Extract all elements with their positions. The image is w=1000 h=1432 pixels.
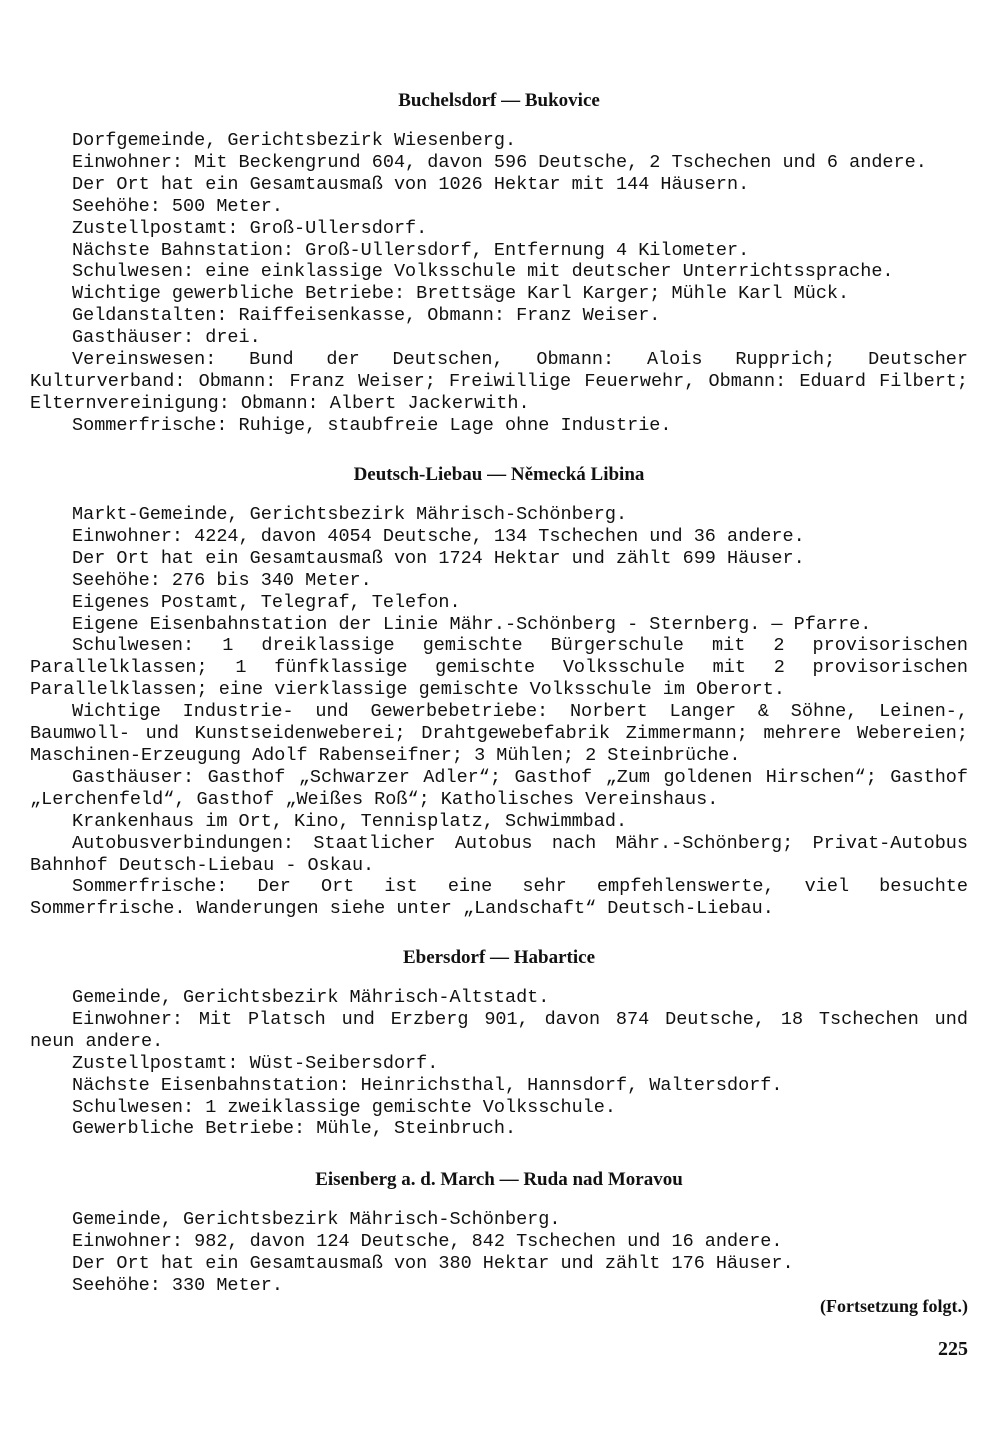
- paragraph: Gemeinde, Gerichtsbezirk Mährisch-Altstadt.: [72, 987, 550, 1008]
- paragraph: Seehöhe: 500 Meter.: [72, 195, 283, 217]
- section-buchelsdorf: [30, 89, 968, 437]
- paragraph: Wichtige Industrie- und Gewerbebetriebe: Norbert Langer & Söhne, Leinen-, Baumwoll- und Kunstseidenweberei; Drahtgewebefabrik Zimmermann; mehrere Webereien; Maschinen-Erzeugung Adolf Rabenseifner; 3 Mühlen; 2 Steinbrüche.: [30, 701, 968, 766]
- paragraph: Der Ort hat ein Gesamtausmaß von 380 Hektar und zählt 176 Häuser.: [72, 1252, 794, 1274]
- paragraph: Wichtige gewerbliche Betriebe: Brettsäge Karl Karger; Mühle Karl Mück.: [72, 283, 850, 305]
- section-heading: Deutsch-Liebau — Německá Libina: [353, 464, 645, 485]
- paragraph: Schulwesen: 1 dreiklassige gemischte Bürgerschule mit 2 provisorischen Parallelklassen; 1 fünfklassige gemischte Volksschule mit 2 provisorischen Parallelklassen; eine vierklassige gemischte Volksschule im Oberort.: [30, 635, 968, 701]
- paragraph: Autobusverbindungen: Staatlicher Autobus nach Mähr.-Schönberg; Privat-Autobus Bahnhof Deutsch-Liebau - Oskau.: [30, 832, 968, 876]
- section-eisenberg: [30, 1168, 968, 1297]
- paragraph: Seehöhe: 276 bis 340 Meter.: [72, 569, 372, 591]
- section-ebersdorf: [30, 946, 968, 1140]
- continuation-note: (Fortsetzung folgt.): [820, 1296, 968, 1316]
- paragraph: Schulwesen: 1 zweiklassige gemischte Volksschule.: [72, 1096, 616, 1118]
- paragraph: Eigenes Postamt, Telegraf, Telefon.: [72, 591, 461, 613]
- paragraph: Einwohner: Mit Beckengrund 604, davon 596 Deutsche, 2 Tschechen und 6 andere.: [72, 151, 927, 173]
- page-number: 225: [938, 1338, 968, 1360]
- paragraph: Seehöhe: 330 Meter.: [72, 1274, 283, 1296]
- paragraph: Geldanstalten: Raiffeisenkasse, Obmann: Franz Weiser.: [72, 305, 661, 327]
- paragraph: Nächste Bahnstation: Groß-Ullersdorf, Entfernung 4 Kilometer.: [72, 239, 750, 261]
- paragraph: Einwohner: 4224, davon 4054 Deutsche, 134 Tschechen und 36 andere.: [72, 525, 805, 547]
- paragraph: Einwohner: Mit Platsch und Erzberg 901, davon 874 Deutsche, 18 Tschechen und neun andere.: [30, 1008, 968, 1052]
- paragraph: Sommerfrische: Der Ort ist eine sehr empfehlenswerte, viel besuchte Sommerfrische. Wanderungen siehe unter „Landschaft“ Deutsch-Liebau.: [30, 876, 968, 920]
- paragraph: Der Ort hat ein Gesamtausmaß von 1724 Hektar und zählt 699 Häuser.: [72, 547, 805, 569]
- section-heading: Buchelsdorf — Bukovice: [398, 90, 600, 111]
- paragraph: Nächste Eisenbahnstation: Heinrichsthal, Hannsdorf, Waltersdorf.: [72, 1074, 783, 1096]
- paragraph: Einwohner: 982, davon 124 Deutsche, 842 Tschechen und 16 andere.: [72, 1230, 783, 1252]
- paragraph: Schulwesen: eine einklassige Volksschule mit deutscher Unterrichtssprache.: [72, 261, 894, 283]
- paragraph: Gasthäuser: Gasthof „Schwarzer Adler“; Gasthof „Zum goldenen Hirschen“; Gasthof „Lerchenfeld“, Gasthof „Weißes Roß“; Katholisches Vereinshaus.: [30, 766, 968, 810]
- paragraph: Sommerfrische: Ruhige, staubfreie Lage ohne Industrie.: [72, 414, 672, 436]
- paragraph: Markt-Gemeinde, Gerichtsbezirk Mährisch-Schönberg.: [72, 504, 628, 525]
- paragraph: Krankenhaus im Ort, Kino, Tennisplatz, Schwimmbad.: [72, 810, 628, 832]
- paragraph: Zustellpostamt: Groß-Ullersdorf.: [72, 217, 428, 239]
- paragraph: Dorfgemeinde, Gerichtsbezirk Wiesenberg.: [72, 130, 517, 151]
- paragraph: Gasthäuser: drei.: [72, 327, 261, 349]
- paragraph: Vereinswesen: Bund der Deutschen, Obmann: Alois Rupprich; Deutscher Kulturverband: Obmann: Franz Weiser; Freiwillige Feuerwehr, Obmann: Eduard Filbert; Elternvereinigung: Obmann: Albert Jackerwith.: [30, 349, 968, 414]
- section-heading: Eisenberg a. d. March — Ruda nad Moravou: [315, 1169, 683, 1190]
- paragraph: Der Ort hat ein Gesamtausmaß von 1026 Hektar mit 144 Häusern.: [72, 173, 750, 195]
- paragraph: Gemeinde, Gerichtsbezirk Mährisch-Schönberg.: [72, 1209, 561, 1230]
- section-deutsch-liebau: [30, 463, 968, 920]
- paragraph: Gewerbliche Betriebe: Mühle, Steinbruch.: [72, 1118, 517, 1140]
- document-page: [30, 0, 968, 1432]
- paragraph: Eigene Eisenbahnstation der Linie Mähr.-Schönberg - Sternberg. — Pfarre.: [72, 613, 872, 635]
- paragraph: Zustellpostamt: Wüst-Seibersdorf.: [72, 1052, 439, 1074]
- section-heading: Ebersdorf — Habartice: [402, 947, 596, 968]
